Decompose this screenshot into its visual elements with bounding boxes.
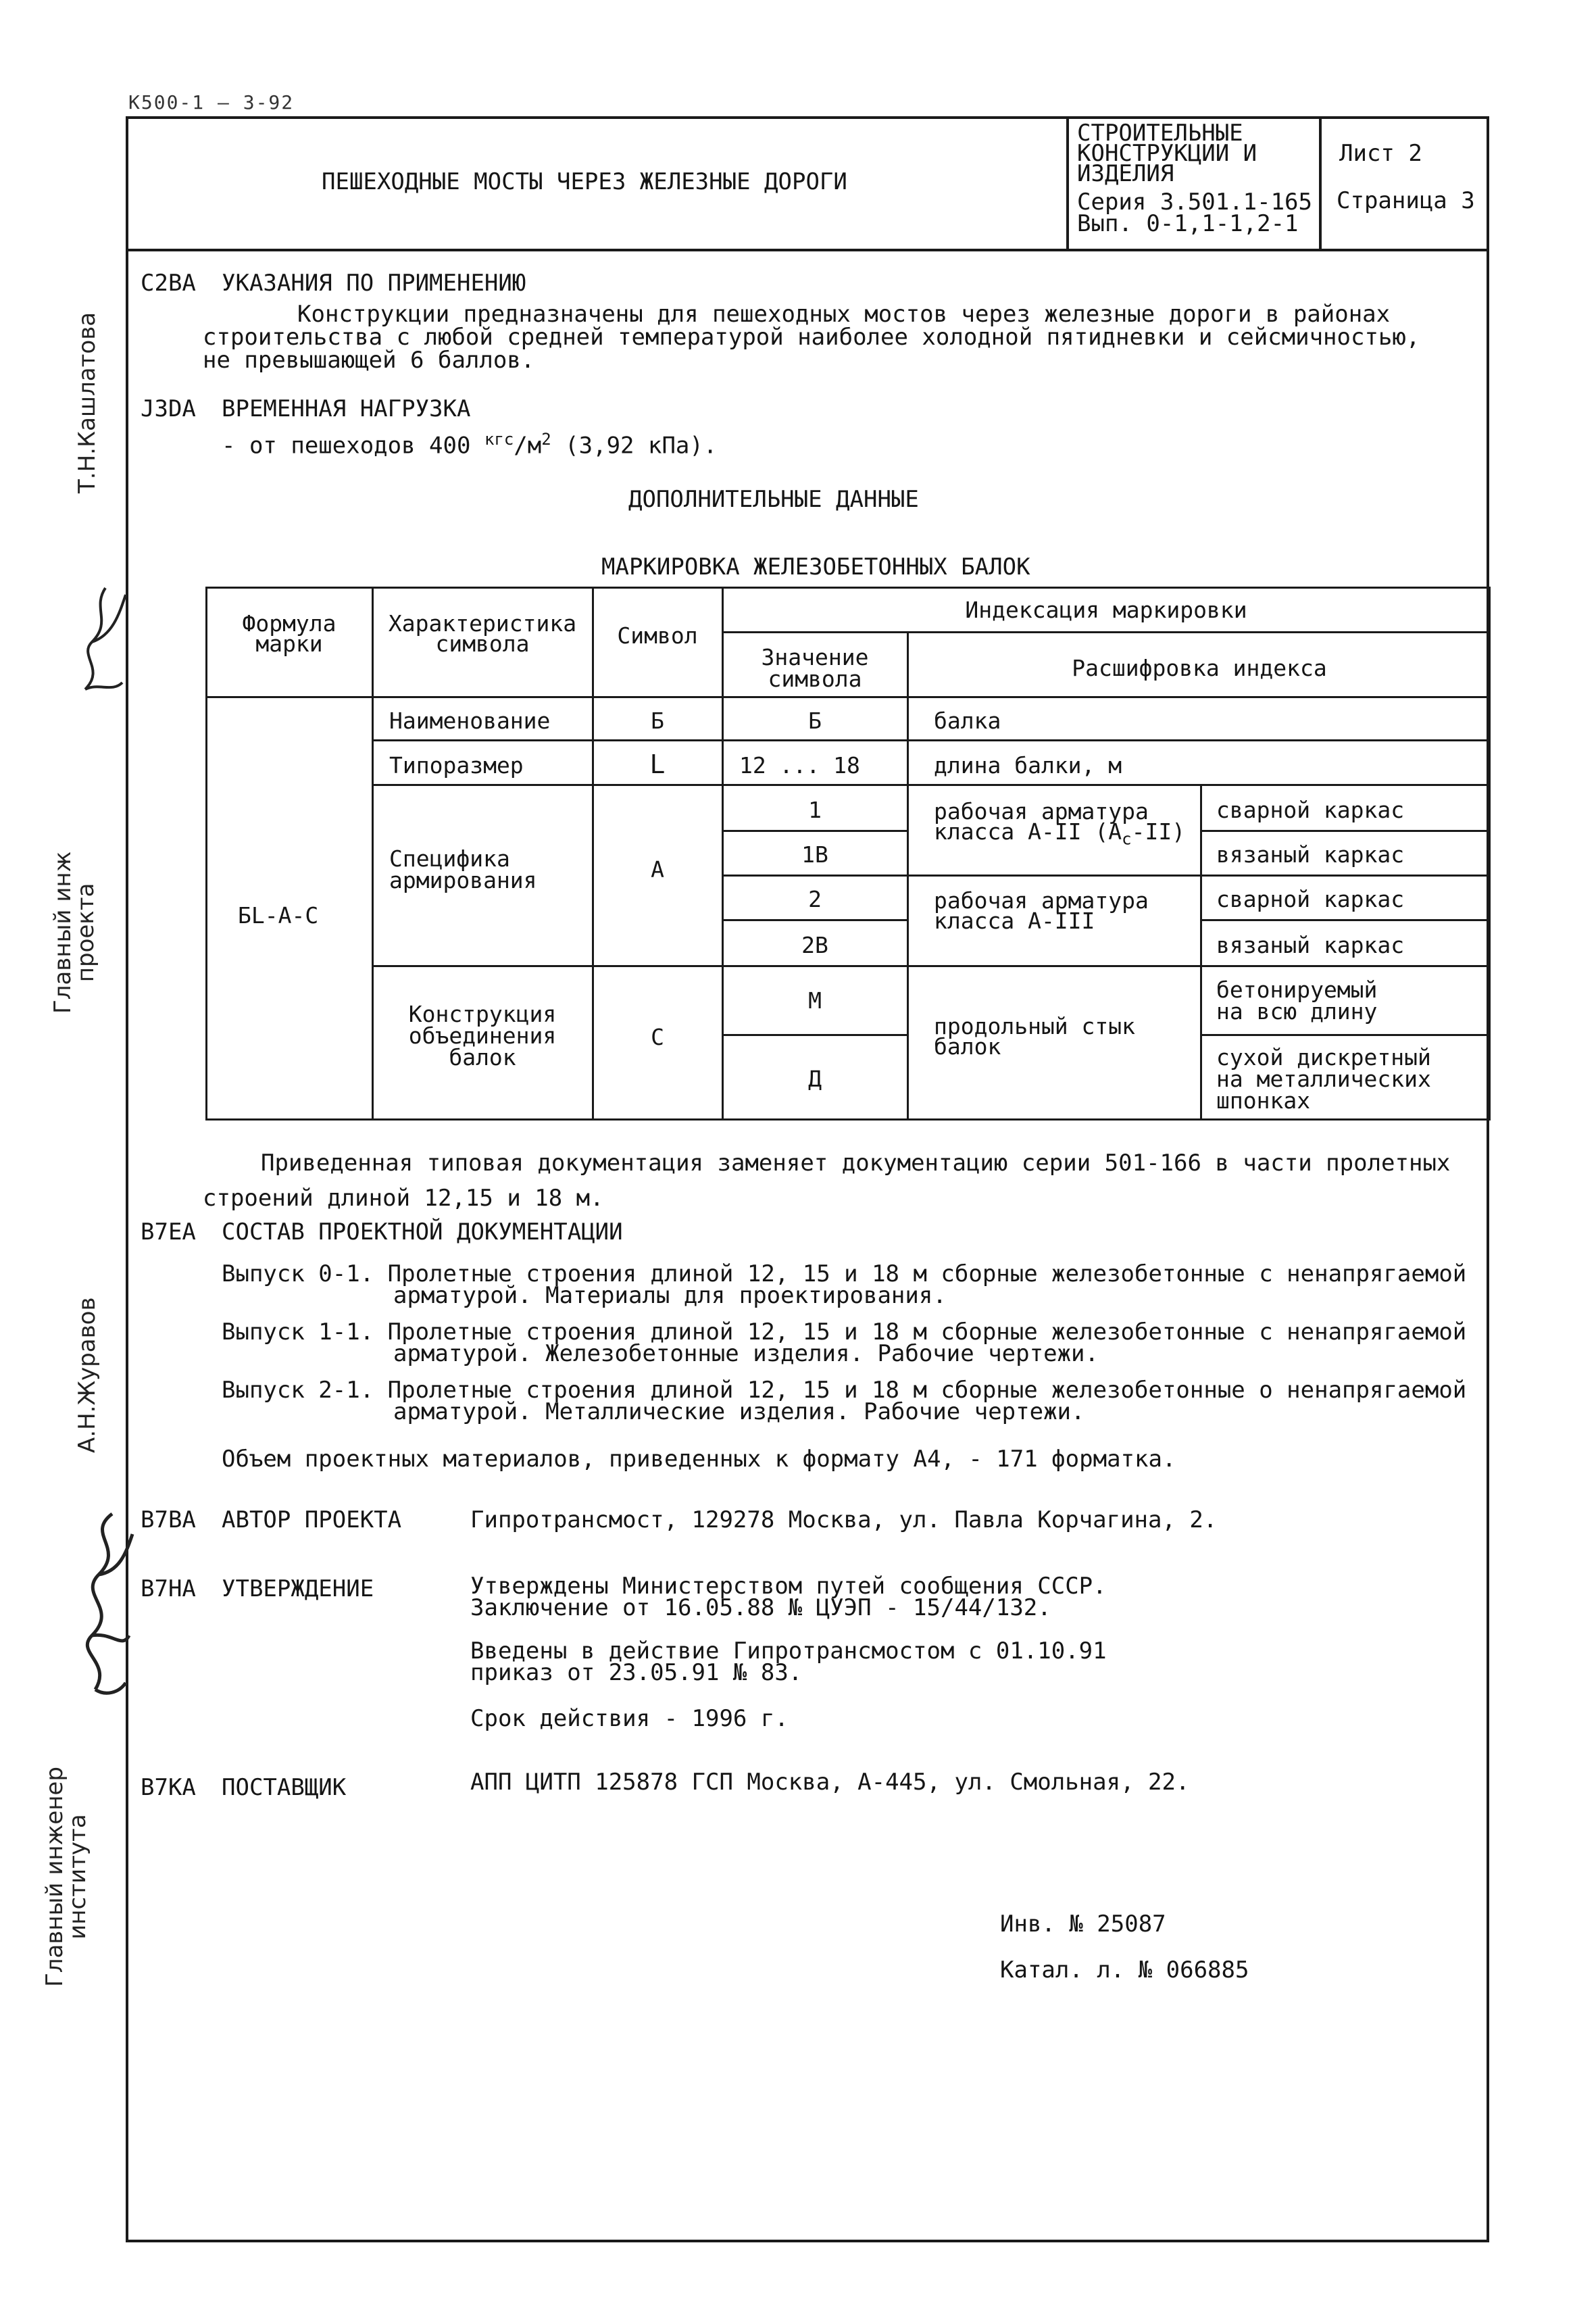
r4-value-1: М <box>808 987 822 1014</box>
section-6-code: В7КА <box>141 1774 196 1801</box>
issue-1-line-2: арматурой. Материалы для проектирования. <box>393 1282 947 1309</box>
r3-decode-a-1: рабочая арматура <box>934 798 1149 824</box>
r3-decode-a-2 <box>934 820 1185 847</box>
r3-value-1: 1 <box>808 797 822 823</box>
section-4-code: В7ВА <box>141 1506 196 1533</box>
r3-sub-4: вязаный каркас <box>1216 932 1405 958</box>
approval-line-4: приказ от 23.05.91 № 83. <box>470 1659 803 1686</box>
table-row-line-a <box>722 631 1491 633</box>
formula-value: БL-А-С <box>238 902 319 929</box>
r3-value-4: 2В <box>801 932 828 958</box>
table-row-line-e2 <box>1200 830 1491 832</box>
issue-3-line-2: арматурой. Металлические изделия. Рабочие чертежи. <box>393 1398 1085 1425</box>
table-title: МАРКИРОВКА ЖЕЛЕЗОБЕТОННЫХ БАЛОК <box>601 553 1030 581</box>
section-3-title: СОСТАВ ПРОЕКТНОЙ ДОКУМЕНТАЦИИ <box>222 1218 623 1246</box>
r4-char-3: балок <box>449 1044 516 1070</box>
r2-decode: длина балки, м <box>934 752 1122 779</box>
header-category-2: КОНСТРУКЦИИ И <box>1077 140 1257 167</box>
section-1-code: С2ВА <box>141 270 196 297</box>
r2-char: Типоразмер <box>389 752 524 779</box>
r2-value: 12 ... 18 <box>739 752 860 779</box>
volume-text: Объем проектных материалов, приведенных к формату А4, - 171 форматка. <box>222 1446 1176 1473</box>
r4-sub2-1: сухой дискретный <box>1216 1044 1431 1070</box>
th-char-2: символа <box>435 631 530 657</box>
extra-data-title: ДОПОЛНИТЕЛЬНЫЕ ДАННЫЕ <box>628 486 919 513</box>
issue-3-line-1: Выпуск 2-1. Пролетные строения длиной 12, 15 и 18 м сборные железобетонные о ненапрягаемой <box>222 1377 1467 1404</box>
approval-line-5: Срок действия - 1996 г. <box>470 1705 789 1732</box>
r3-decode-a-sub: с <box>1122 829 1132 849</box>
author-text: Гипротрансмост, 129278 Москва, ул. Павла Корчагина, 2. <box>470 1506 1218 1533</box>
r3-char-1: Специфика <box>389 845 510 872</box>
r1-decode: балка <box>934 708 1001 734</box>
header-bottom-line <box>126 249 1489 251</box>
table-row-line-g1 <box>722 919 907 921</box>
section-1-line-2: строительства с любой средней температурой наиболее холодной пятидневки и сейсмичностью, <box>203 324 1420 351</box>
r4-char-1: Конструкция <box>408 1001 557 1027</box>
r3-decode-a-end: -II) <box>1131 818 1186 845</box>
header-divider-1 <box>1066 116 1069 250</box>
section-5-code: В7НА <box>141 1575 196 1602</box>
r3-decode-b-1: рабочая арматура <box>934 887 1149 914</box>
issue-1-line-1: Выпуск 0-1. Пролетные строения длиной 12, 15 и 18 м сборные железобетонные с ненапрягаемой <box>222 1260 1467 1287</box>
side-role-3: Главный инженер института <box>41 1767 91 1987</box>
section-4-title: АВТОР ПРОЕКТА <box>222 1506 402 1533</box>
side-name-2: А.Н.Журавов <box>74 1297 101 1453</box>
r4-decode-2: балок <box>934 1033 1001 1060</box>
note-line-1: Приведенная типовая документация заменяет документацию серии 501-166 в части пролетных <box>261 1150 1451 1177</box>
issue-2-line-2: арматурой. Железобетонные изделия. Рабочие чертежи. <box>393 1340 1099 1367</box>
th-decode: Расшифровка индекса <box>1072 655 1327 681</box>
r4-sub2-2: на металлических <box>1216 1066 1431 1092</box>
r1-value: Б <box>808 708 822 734</box>
r4-sub1-2: на всю длину <box>1216 998 1378 1025</box>
supplier-text: АПП ЦИТП 125878 ГСП Москва, А-445, ул. Смольная, 22. <box>470 1769 1190 1796</box>
approval-line-1: Утверждены Министерством путей сообщения СССР. <box>470 1573 1107 1600</box>
note-line-2: строений длиной 12,15 и 18 м. <box>203 1185 604 1212</box>
r3-sub-3: сварной каркас <box>1216 886 1405 912</box>
load-value: - от пешеходов 400 <box>222 432 484 460</box>
signature-2 <box>65 1507 139 1710</box>
th-index: Индексация маркировки <box>965 597 1247 623</box>
section-5-title: УТВЕРЖДЕНИЕ <box>222 1575 374 1602</box>
signature-1 <box>65 581 132 703</box>
th-formula-1: Формула <box>242 610 336 637</box>
r3-decode-b-2: класса А-III <box>934 908 1095 934</box>
header-title: ПЕШЕХОДНЫЕ МОСТЫ ЧЕРЕЗ ЖЕЛЕЗНЫЕ ДОРОГИ <box>322 168 847 195</box>
table-row-line-c <box>372 739 1491 741</box>
section-1-line-3: не превышающей 6 баллов. <box>203 347 535 374</box>
r4-sub1-1: бетонируемый <box>1216 977 1378 1003</box>
sheet-number: Лист 2 <box>1339 140 1422 167</box>
page-number: Страница 3 <box>1337 187 1475 214</box>
load-exponent: 2 <box>541 430 551 449</box>
side-name-1: Т.Н.Кашлатова <box>74 312 101 493</box>
r4-symbol: С <box>651 1024 664 1050</box>
table-row-line-g2 <box>1200 919 1491 921</box>
table-row-line-i1 <box>722 1034 907 1036</box>
th-formula-2: марки <box>255 631 323 657</box>
approval-line-2: Заключение от 16.05.88 № ЦУЭП - 15/44/132. <box>470 1594 1051 1621</box>
section-3-code: В7ЕА <box>141 1218 196 1246</box>
header-series: Серия 3.501.1-165 <box>1077 189 1312 216</box>
load-text <box>222 430 718 460</box>
section-1-title: УКАЗАНИЯ ПО ПРИМЕНЕНИЮ <box>222 270 526 297</box>
r4-value-2: Д <box>808 1066 822 1092</box>
r3-sub-2: вязаный каркас <box>1216 841 1405 868</box>
load-unit: кгс <box>484 430 514 449</box>
r2-symbol: L <box>649 749 666 779</box>
r3-symbol: А <box>651 856 664 883</box>
th-symbol: Символ <box>617 622 698 649</box>
th-value-1: Значение <box>761 644 869 670</box>
header-issues: Вып. 0-1,1-1,2-1 <box>1077 210 1299 237</box>
r3-value-2: 1В <box>801 841 828 868</box>
approval-line-3: Введены в действие Гипротрансмостом с 01.10.91 <box>470 1638 1107 1665</box>
table-col-line-5 <box>1200 784 1202 1121</box>
load-kpa: (3,92 кПа). <box>551 432 718 460</box>
section-2-title: ВРЕМЕННАЯ НАГРУЗКА <box>222 395 471 422</box>
th-value-2: символа <box>768 666 862 692</box>
section-6-title: ПОСТАВЩИК <box>222 1774 347 1801</box>
inventory-number: Инв. № 25087 <box>1000 1911 1166 1938</box>
catalog-sheet-number: Катал. л. № 066885 <box>1000 1956 1249 1984</box>
document-code: К500-1 — 3-92 <box>128 91 295 114</box>
r1-symbol: Б <box>651 708 664 734</box>
r3-value-3: 2 <box>808 886 822 912</box>
side-role-2: Главный инж проекта <box>49 851 99 1014</box>
th-char-1: Характеристика <box>388 610 577 637</box>
r3-char-2: армирования <box>389 867 537 893</box>
header-divider-2 <box>1319 116 1322 250</box>
r4-char-2: объединения <box>408 1023 557 1049</box>
r3-decode-a-class: класса А-II (А <box>934 818 1122 845</box>
issue-2-line-1: Выпуск 1-1. Пролетные строения длиной 12, 15 и 18 м сборные железобетонные с ненапрягаемой <box>222 1319 1467 1346</box>
table-row-line-h <box>372 965 1491 967</box>
table-row-line-f <box>722 875 1491 877</box>
table-row-line-e1 <box>722 830 907 832</box>
header-category-3: ИЗДЕЛИЯ <box>1077 160 1174 187</box>
table-row-line-i2 <box>1200 1034 1491 1036</box>
table-row-line-b <box>205 696 1491 698</box>
r4-decode-1: продольный стык <box>934 1013 1136 1039</box>
load-unit-area: /м <box>514 432 542 460</box>
r4-sub2-3: шпонках <box>1216 1087 1311 1114</box>
header-category-1: СТРОИТЕЛЬНЫЕ <box>1077 120 1243 147</box>
r3-sub-1: сварной каркас <box>1216 797 1405 823</box>
section-1-line-1: Конструкции предназначены для пешеходных мостов через железные дороги в районах <box>297 301 1391 328</box>
section-2-code: J3DA <box>141 395 196 422</box>
table-row-line-d <box>372 784 1491 786</box>
r1-char: Наименование <box>389 708 551 734</box>
